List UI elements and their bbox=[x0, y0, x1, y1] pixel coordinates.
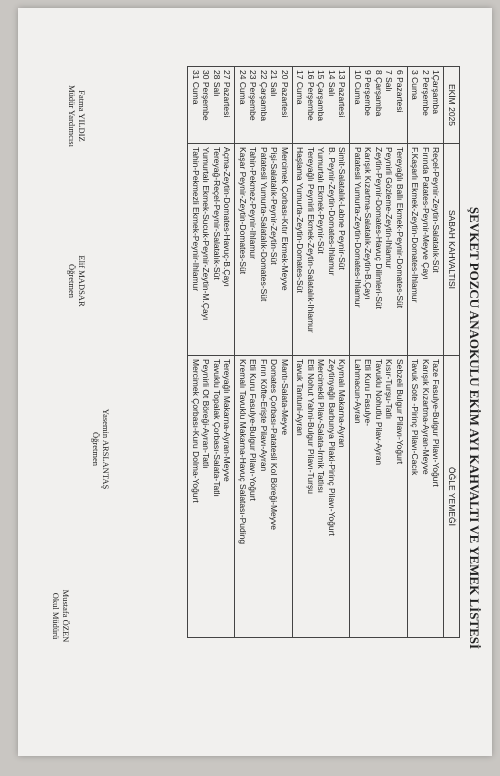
days-cell bbox=[408, 67, 445, 144]
rotated-document bbox=[18, 8, 500, 776]
breakfast-line: Patatesli Yumurta-Zeytin-Domates-Ihlamur bbox=[353, 147, 363, 308]
day-line: 3 Cuma bbox=[410, 70, 421, 100]
day-line: 8 Çarşamba bbox=[374, 70, 384, 117]
days-cell bbox=[235, 67, 293, 144]
lunch-line: Etli Kuru Fasulye- bbox=[363, 359, 374, 427]
signature-name: Yasemin ARSLANTAŞ bbox=[101, 408, 111, 490]
breakfast-cell bbox=[293, 144, 351, 356]
signature-role: Öğretmen bbox=[67, 264, 77, 298]
week-row bbox=[350, 67, 408, 638]
lunch-line: Kıymalı Makarna-Ayran bbox=[337, 359, 348, 448]
breakfast-cell bbox=[188, 144, 235, 356]
day-line: 30 Perşembe bbox=[201, 70, 212, 121]
day-line: 2 Perşembe bbox=[421, 70, 431, 116]
signature-block bbox=[67, 231, 87, 331]
day-line: 28 Salı bbox=[212, 70, 222, 97]
week-row bbox=[408, 67, 445, 638]
week-row bbox=[235, 67, 293, 638]
signature-name: Mustafa ÖZEN bbox=[61, 589, 71, 643]
lunch-line: Fırın Köfte-Erişte Pilavı-Ayran bbox=[259, 359, 269, 472]
signature-role: Müdür Yardımcısı bbox=[67, 85, 77, 147]
lunch-cell bbox=[408, 356, 445, 638]
lunch-line: Peynirli Ot Böreği-Ayran-Tatlı bbox=[201, 359, 212, 469]
day-line: 15 Çarşamba bbox=[316, 70, 327, 122]
lunch-line: Zeytinyağlı Barbunya Pilaki-Pirinç Pilavı-Yoğurt bbox=[327, 359, 337, 536]
day-line: 20 Pazartesi bbox=[280, 70, 290, 118]
signature-name: Fatma YILDIZ bbox=[77, 90, 87, 142]
lunch-line: Tavuk Sote -Pirinç Pilavı-Cacık bbox=[410, 359, 421, 476]
breakfast-line: Yumurtalı Ekmek-Peynir-Süt bbox=[316, 147, 327, 254]
lunch-cell bbox=[293, 356, 351, 638]
lunch-cell bbox=[188, 356, 235, 638]
breakfast-line: Simit-Salatalık-Labne Peynir-Süt bbox=[337, 147, 348, 270]
day-line: 16 Perşembe bbox=[306, 70, 316, 121]
lunch-line: Tereyağlı Makarna-Ayran-Meyve bbox=[222, 359, 233, 482]
day-line: 21 Salı bbox=[269, 70, 280, 97]
lunch-line: Tavuklu Nohutlu Pilav-Ayran bbox=[374, 359, 384, 466]
lunch-line: Sebzeli Bulgur Pilavı-Yoğurt bbox=[395, 359, 405, 465]
day-line: 27 Pazartesi bbox=[222, 70, 233, 118]
signature-role: Okul Müdürü bbox=[51, 592, 61, 640]
breakfast-line: Tereyağ-Reçel-Peynir-Salatalık-Süt bbox=[212, 147, 222, 280]
menu-sheet bbox=[18, 8, 492, 756]
signature-role: Öğretmen bbox=[91, 432, 101, 466]
lunch-line: Mantı-Salata-Meyve bbox=[280, 359, 290, 436]
breakfast-line: Kaşar Peynir-Zeytin-Domates-Süt bbox=[238, 147, 248, 275]
menu-body bbox=[188, 67, 444, 638]
day-line: 22 Çarşamba bbox=[259, 70, 269, 122]
lunch-line: Domates Çorbası-Patatesli Kol Böreği-Meyve bbox=[269, 359, 280, 531]
menu-table bbox=[188, 66, 461, 638]
day-line: 31 Cuma bbox=[191, 70, 201, 105]
breakfast-line: F.Kaşarlı Ekmek-Zeytin-Domates-Ihlamur bbox=[410, 147, 421, 303]
lunch-line: Etli Nohut Yahni-Bulgur Pilavı-Turşu bbox=[306, 359, 316, 494]
breakfast-line: Yumurtalı Ekmek-Sucuk-Peynir-Zeytin-M.Çayı bbox=[201, 147, 212, 321]
day-line: 10 Cuma bbox=[353, 70, 363, 105]
breakfast-cell bbox=[408, 144, 445, 356]
breakfast-line: Tahin-Pekmez-Peynir-Ihlamur bbox=[248, 147, 259, 259]
lunch-line: Etli Kuru Fasulye-Bulgur Pilavı-Yoğurt bbox=[248, 359, 259, 501]
day-line: 24 Cuma bbox=[238, 70, 248, 105]
lunch-line: Taze Fasulye-Bulgur Pilavı-Yoğurt bbox=[431, 359, 442, 487]
signatures bbox=[23, 66, 123, 706]
breakfast-line: Mercimek Çorbası-Kıtır Ekmek-Meyve bbox=[280, 147, 290, 291]
breakfast-line: Açma-Zeytin-Domates-Havuç-B.Çayı bbox=[222, 147, 233, 287]
signature-block bbox=[91, 384, 111, 514]
breakfast-line: Fırında Patates-Peynir-Meyve Çayı bbox=[421, 147, 431, 280]
date-column-header: EKİM 2025 bbox=[444, 67, 460, 144]
lunch-line: Kısır-Turşu-Tatlı bbox=[384, 359, 395, 420]
day-line: 1Çarşamba bbox=[431, 70, 442, 114]
breakfast-line: Patatesli Yumurta-Salatalık-Domates-Süt bbox=[259, 147, 269, 302]
lunch-line: Tavuklu Topalak Çorbası-Salata-Tatlı bbox=[212, 359, 222, 497]
days-cell bbox=[293, 67, 351, 144]
day-line: 17 Cuma bbox=[295, 70, 306, 105]
header-row bbox=[444, 67, 460, 638]
breakfast-line: Haşlama Yumurta-Zeytin-Domates-Süt bbox=[295, 147, 306, 293]
lunch-cell bbox=[350, 356, 408, 638]
day-line: 6 Pazartesi bbox=[395, 70, 405, 113]
lunch-cell bbox=[235, 356, 293, 638]
breakfast-line: Pişi-Salatalık-Peynir-Zeytin-Süt bbox=[269, 147, 280, 265]
week-row bbox=[293, 67, 351, 638]
breakfast-line: Tereyağlı Peynirli Ekmek-Zeytin-Salatalık-Ihlamur bbox=[306, 147, 316, 333]
signature-block bbox=[67, 66, 87, 166]
breakfast-line: Zeytin-Peynir-Domates-Havuç Dilimleri-Süt bbox=[374, 147, 384, 310]
signature-name: Elif MADSAR bbox=[77, 255, 87, 307]
breakfast-column-header: SABAH KAHVALTISI bbox=[444, 144, 460, 356]
lunch-line: Kremalı Tavuklu Makarna-Havuç Salatası-Puding bbox=[238, 359, 248, 545]
day-line: 14 Salı bbox=[327, 70, 337, 97]
breakfast-cell bbox=[350, 144, 408, 356]
breakfast-cell bbox=[235, 144, 293, 356]
day-line: 9 Perşembe bbox=[363, 70, 374, 116]
lunch-line: Tavuk Tantuni-Ayran bbox=[295, 359, 306, 436]
breakfast-line: B. Peynir-Zeytin-Domates-Ihlamur bbox=[327, 147, 337, 276]
lunch-line: Mercimekli Pilav-Salata-İrmik Tatlısı bbox=[316, 359, 327, 493]
signature-block bbox=[51, 566, 71, 666]
day-line: 7 Salı bbox=[384, 70, 395, 92]
day-line: 13 Pazartesi bbox=[337, 70, 348, 118]
breakfast-line: Reçel-Peynir-Zeytin-Salatalık-Süt bbox=[431, 147, 442, 273]
week-row bbox=[188, 67, 235, 638]
lunch-line: Karışık Kızartma-Ayran-Meyve bbox=[421, 359, 431, 475]
lunch-line: Mercimek Çorbası-Kuru Dolma-Yoğurt bbox=[191, 359, 201, 503]
document-title: ŞEVKET POZCU ANAOKULU EKİM AYI KAHVALTI VE YEMEK LİSTESİ bbox=[467, 206, 482, 650]
breakfast-line: Tahin-Pekmezli Ekmek-Peynir-Ihlamur bbox=[191, 147, 201, 292]
breakfast-line: Peynirli Gözleme-Zeytin-Ihlamur bbox=[384, 147, 395, 269]
breakfast-line: Karışık Kızartma-Salatalık-Zeytin-B.Çayı bbox=[363, 147, 374, 300]
breakfast-line: Tereyağlı Ballı Ekmek-Peynir-Domates-Süt bbox=[395, 147, 405, 309]
day-line: 23 Perşembe bbox=[248, 70, 259, 121]
days-cell bbox=[350, 67, 408, 144]
lunch-line: Lahmacun-Ayran bbox=[353, 359, 363, 424]
lunch-column-header: ÖĞLE YEMEĞİ bbox=[444, 356, 460, 638]
days-cell bbox=[188, 67, 235, 144]
